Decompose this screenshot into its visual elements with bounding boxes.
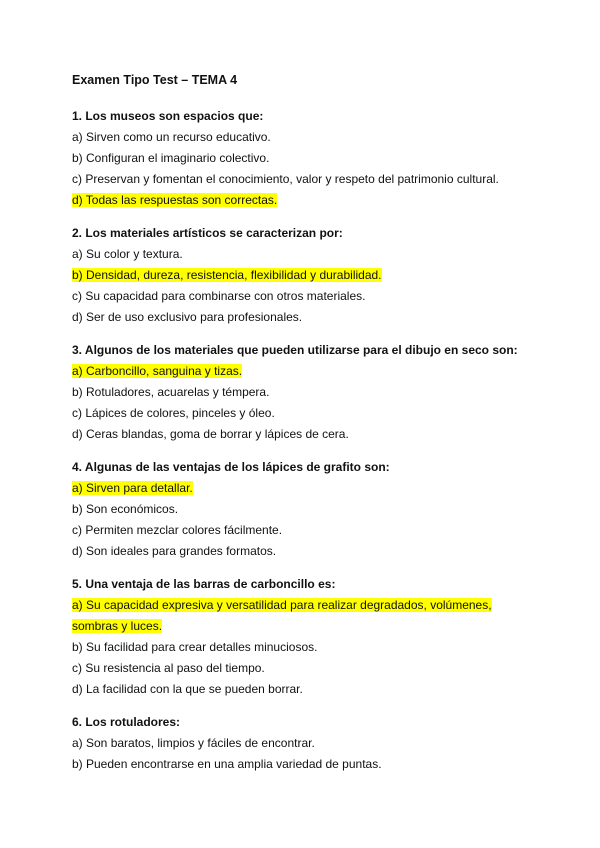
answer-option-correct: [72, 595, 502, 637]
question-1: [72, 106, 542, 211]
question-2: [72, 223, 542, 328]
answer-option: [72, 127, 542, 148]
answer-option: [72, 679, 542, 700]
answer-option: [72, 244, 542, 265]
answer-option: [72, 307, 542, 328]
question-heading: 2. Los materiales artísticos se caracterizan por:: [72, 226, 343, 240]
answer-text: d) Son ideales para grandes formatos.: [72, 544, 277, 558]
answer-text: b) Configuran el imaginario colectivo.: [72, 151, 270, 165]
answer-text: d) Ser de uso exclusivo para profesionales.: [72, 310, 303, 324]
answer-option: [72, 286, 542, 307]
answer-text: b) Rotuladores, acuarelas y témpera.: [72, 385, 270, 399]
answer-text: b) Densidad, dureza, resistencia, flexibilidad y durabilidad.: [72, 268, 382, 282]
answer-option-correct: [72, 190, 542, 211]
answer-option: [72, 499, 542, 520]
answer-text: a) Su color y textura.: [72, 247, 183, 261]
question-3: [72, 340, 542, 445]
answer-option-correct: [72, 265, 542, 286]
question-heading: 1. Los museos son espacios que:: [72, 109, 264, 123]
answer-text: a) Su capacidad expresiva y versatilidad para realizar degradados, volúmenes, sombras y luces.: [72, 598, 492, 633]
question-heading: 6. Los rotuladores:: [72, 715, 181, 729]
answer-text: d) Todas las respuestas son correctas.: [72, 193, 278, 207]
question-list: [72, 106, 542, 775]
answer-option: [72, 520, 542, 541]
answer-text: a) Sirven como un recurso educativo.: [72, 130, 271, 144]
answer-option: [72, 403, 542, 424]
answer-text: a) Carboncillo, sanguina y tizas.: [72, 364, 243, 378]
answer-option-correct: [72, 478, 542, 499]
answer-text: c) Su capacidad para combinarse con otros materiales.: [72, 289, 366, 303]
answer-option: [72, 382, 542, 403]
answer-text: a) Son baratos, limpios y fáciles de encontrar.: [72, 736, 315, 750]
question-4: [72, 457, 542, 562]
answer-option: [72, 658, 542, 679]
question-6: [72, 712, 542, 775]
answer-option: [72, 424, 542, 445]
answer-option-correct: [72, 361, 542, 382]
answer-text: c) Preservan y fomentan el conocimiento, valor y respeto del patrimonio cultural.: [72, 172, 499, 186]
answer-text: b) Su facilidad para crear detalles minuciosos.: [72, 640, 318, 654]
question-heading: 4. Algunas de las ventajas de los lápices de grafito son:: [72, 460, 390, 474]
answer-text: c) Lápices de colores, pinceles y óleo.: [72, 406, 275, 420]
answer-option: [72, 169, 542, 190]
document-title: Examen Tipo Test – TEMA 4: [72, 73, 238, 87]
answer-option: [72, 148, 542, 169]
answer-text: d) La facilidad con la que se pueden borrar.: [72, 682, 303, 696]
answer-option: [72, 541, 542, 562]
answer-text: c) Permiten mezclar colores fácilmente.: [72, 523, 283, 537]
exam-document: [72, 70, 542, 787]
answer-text: d) Ceras blandas, goma de borrar y lápices de cera.: [72, 427, 349, 441]
answer-option: [72, 754, 542, 775]
answer-option: [72, 637, 542, 658]
answer-text: b) Pueden encontrarse en una amplia variedad de puntas.: [72, 757, 382, 771]
answer-text: b) Son económicos.: [72, 502, 179, 516]
question-heading: 5. Una ventaja de las barras de carboncillo es:: [72, 577, 336, 591]
answer-option: [72, 733, 542, 754]
question-5: [72, 574, 542, 700]
answer-text: a) Sirven para detallar.: [72, 481, 193, 495]
question-heading: 3. Algunos de los materiales que pueden utilizarse para el dibujo en seco son:: [72, 343, 518, 357]
answer-text: c) Su resistencia al paso del tiempo.: [72, 661, 265, 675]
